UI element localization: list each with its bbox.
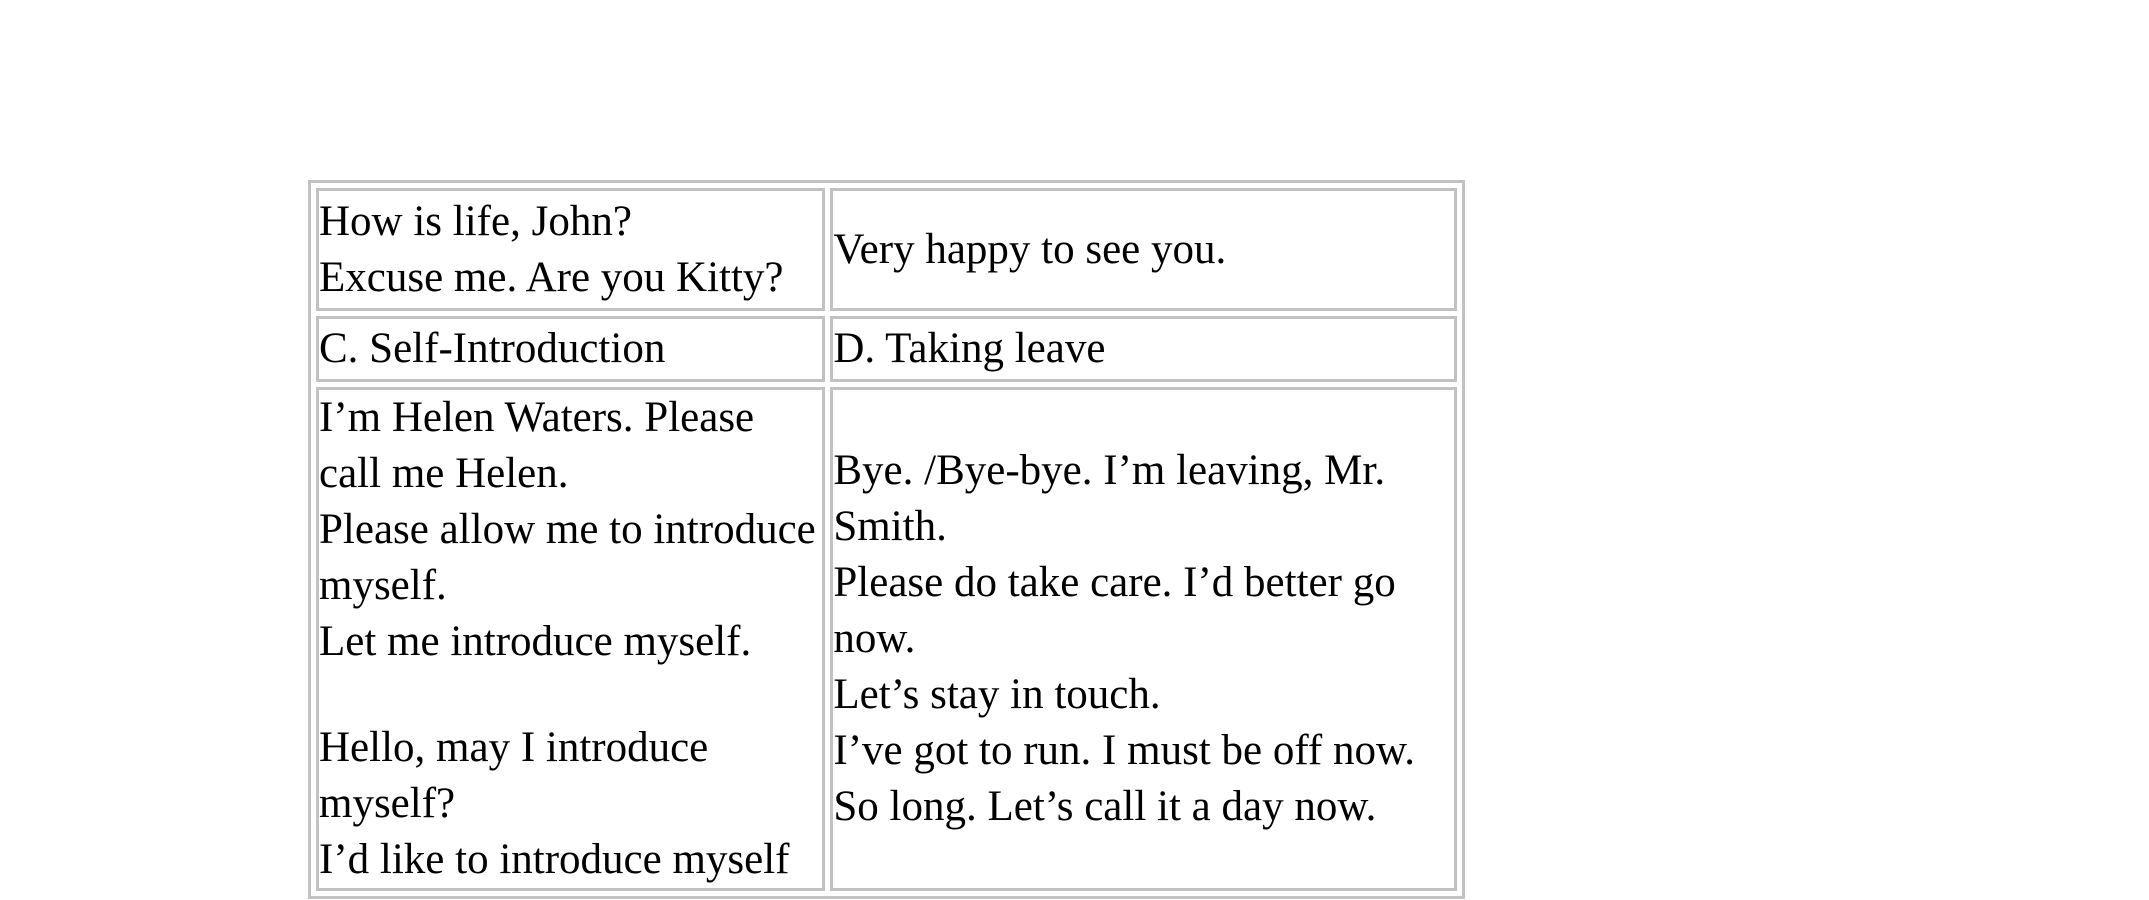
phrase-line: So long. Let’s call it a day now. <box>833 783 1377 830</box>
phrase-line: I’m Helen Waters. Please call me Helen. <box>319 394 755 497</box>
phrase-line: Let’s stay in touch. <box>833 671 1161 718</box>
phrase-line: Very happy to see you. <box>833 225 1227 273</box>
section-heading-taking-leave: D. Taking leave <box>830 316 1457 382</box>
table-cell-taking-leave <box>830 387 1457 891</box>
phrase-line: I’d like to introduce myself <box>319 836 790 883</box>
table-cell-responses <box>830 188 1457 311</box>
table-row <box>316 387 1457 891</box>
table-row <box>316 316 1457 382</box>
table-cell-greetings <box>316 188 825 311</box>
phrase-line: I’ve got to run. I must be off now. <box>833 727 1415 774</box>
phrase-line: Please allow me to introduce myself. <box>319 506 816 609</box>
phrase-line: Excuse me. Are you Kitty? <box>319 253 784 301</box>
phrase-table <box>308 180 1465 899</box>
phrase-line: Let me introduce myself. <box>319 618 752 665</box>
phrase-line: Bye. /Bye-bye. I’m leaving, Mr. Smith. <box>833 447 1386 550</box>
phrase-line: Please do take care. I’d better go now. <box>833 559 1396 662</box>
section-heading-self-introduction: C. Self-Introduction <box>316 316 825 382</box>
phrase-line: How is life, John? <box>319 197 632 245</box>
table-row <box>316 188 1457 311</box>
phrase-line: Hello, may I introduce myself? <box>319 724 709 827</box>
blank-gap <box>319 670 822 720</box>
table-cell-self-introduction <box>316 387 825 891</box>
